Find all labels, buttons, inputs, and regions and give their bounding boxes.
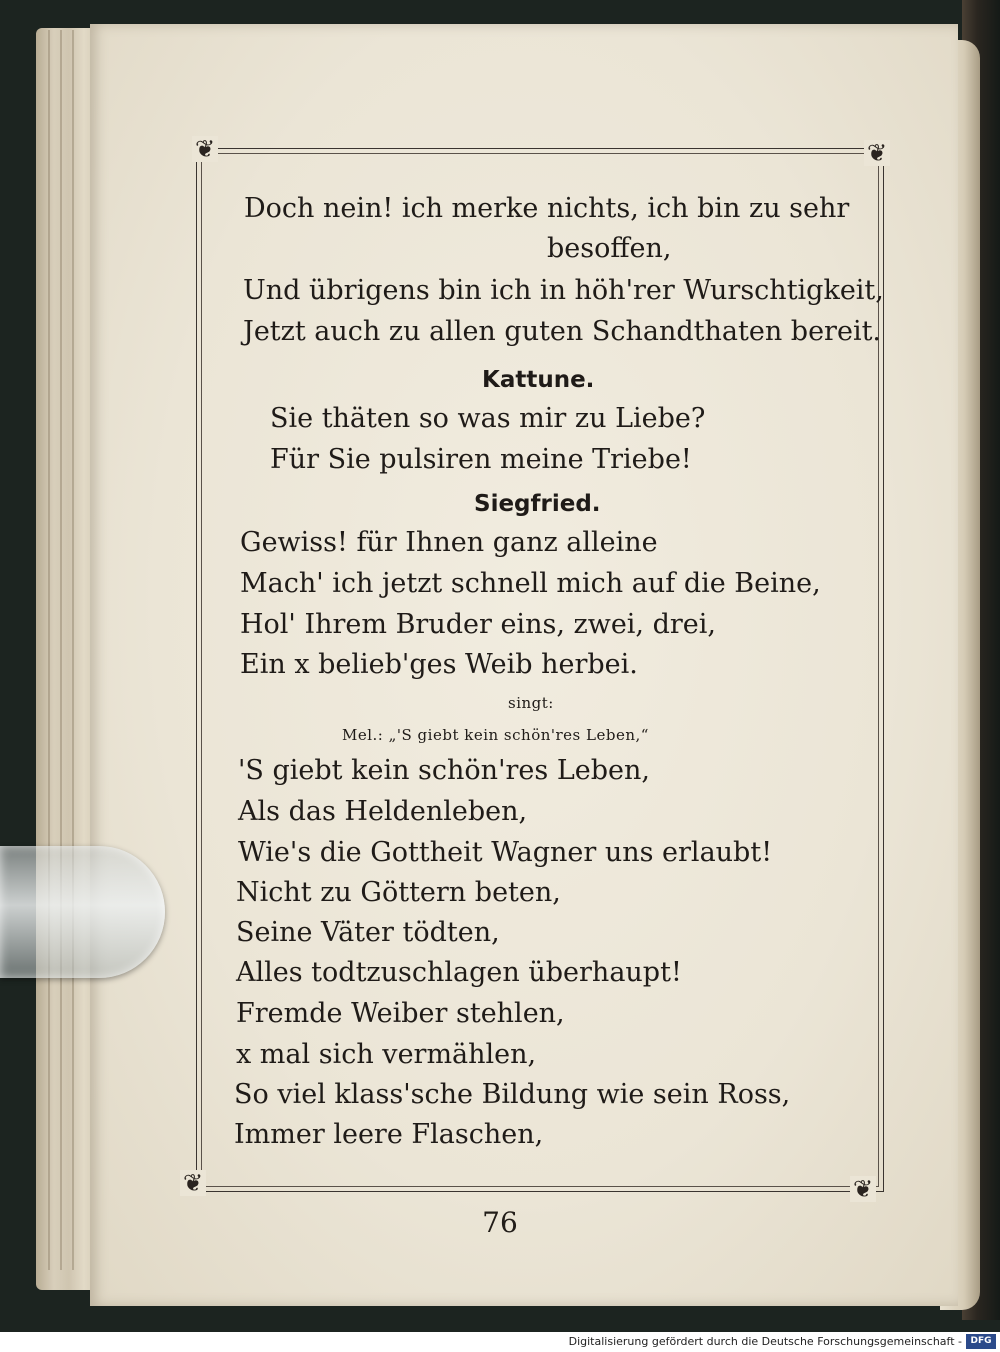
footer-credit: Digitalisierung gefördert durch die Deutsche Forschungsgemeinschaft - [568,1335,962,1348]
fleuron-icon: ❦ [850,1176,876,1202]
speaker-name: Kattune. [482,367,595,393]
speaker-name: Siegfried. [474,491,601,517]
page-edge-line [48,30,50,1270]
page-number: 76 [482,1206,518,1239]
verse-line: Mach' ich jetzt schnell mich auf die Beine, [240,568,821,599]
song-line: Alles todtzuschlagen überhaupt! [236,957,682,988]
fleuron-icon: ❦ [192,136,218,162]
melody-note: Mel.: „'S giebt kein schön'res Leben,“ [342,726,649,744]
fleuron-icon: ❦ [864,140,890,166]
song-line: 'S giebt kein schön'res Leben, [238,755,650,786]
song-line: x mal sich vermählen, [236,1039,537,1070]
verse-line: Und übrigens bin ich in höh'rer Wurschtigkeit, [243,275,884,306]
verse-line: besoffen, [547,233,672,264]
song-line: Seine Väter tödten, [236,917,500,948]
footer-bar [0,1332,1000,1352]
verse-line: Gewiss! für Ihnen ganz alleine [240,527,658,558]
verse-line: Ein x belieb'ges Weib herbei. [240,649,638,680]
verse-line: Für Sie pulsiren meine Triebe! [270,444,692,475]
song-line: So viel klass'sche Bildung wie sein Ross, [234,1079,791,1110]
page-stack-edge [36,28,96,1290]
song-line: Wie's die Gottheit Wagner uns erlaubt! [238,837,773,868]
song-line: Immer leere Flaschen, [234,1119,544,1150]
verse-line: Hol' Ihrem Bruder eins, zwei, drei, [240,609,716,640]
song-line: Als das Heldenleben, [238,796,528,827]
song-line: Fremde Weiber stehlen, [236,998,565,1029]
glass-page-clip [0,846,165,978]
verse-line: Doch nein! ich merke nichts, ich bin zu sehr [244,193,850,224]
page-edge-line [72,30,74,1270]
fleuron-icon: ❦ [180,1170,206,1196]
song-line: Nicht zu Göttern beten, [236,877,561,908]
stage-direction: singt: [508,694,554,712]
verse-line: Jetzt auch zu allen guten Schandthaten bereit. [243,316,882,347]
dfg-logo: DFG [966,1334,996,1349]
verse-line: Sie thäten so was mir zu Liebe? [270,403,706,434]
page-edge-line [60,30,62,1270]
